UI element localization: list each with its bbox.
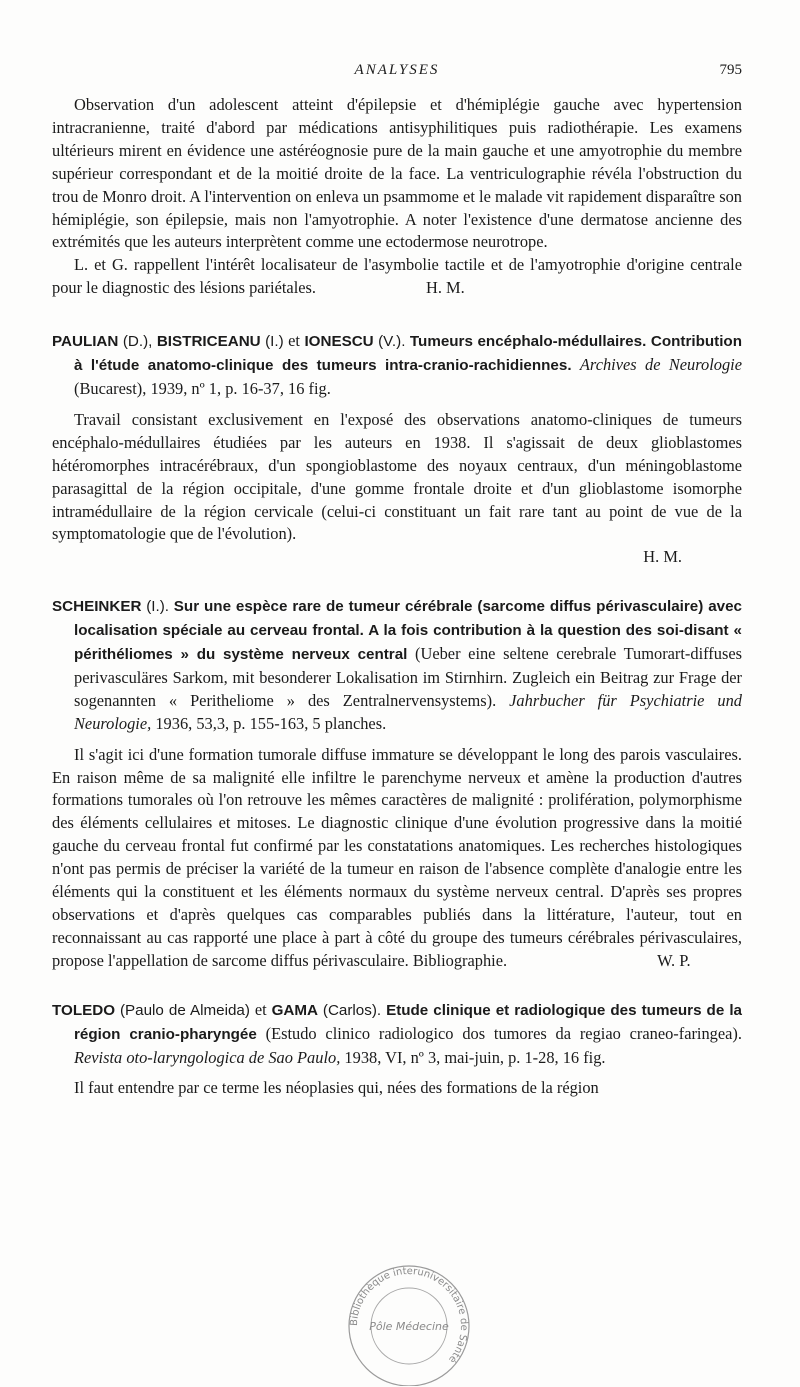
bibliography-entry bbox=[52, 595, 742, 973]
page-body bbox=[52, 94, 742, 1100]
article-title: Etude clinique et radiologique des tumeurs de la région cranio-pharyngée bbox=[74, 1001, 742, 1043]
conclusion-text: L. et G. rappellent l'intérêt localisateur de l'asymbolie tactile et de l'amyotrophie d'origine centrale pour le diagnostic des lésions pariétales. bbox=[52, 255, 742, 298]
article-title: Tumeurs encéphalo-médullaires. Contribution à l'étude anatomo-clinique des tumeurs intra-cranio-rachidiennes. bbox=[74, 333, 742, 375]
author-initials: (D.), bbox=[122, 333, 153, 351]
citation-details: 1936, 53,3, p. 155-163, 5 planches. bbox=[155, 713, 387, 733]
entry-heading bbox=[52, 595, 742, 735]
conjunction: et bbox=[288, 331, 300, 351]
abstract-body: Il s'agit ici d'une formation tumorale diffuse immature se développant le long des parois vasculaires. En raison même de sa malignité elle infiltre le parenchyme nerveux et amène la production d'autres formations tumorales où l'on retrouve les mêmes caractères de malignité : prolifération, polymorphisme des éléments cellulaires et mitoses. Le diagnostic clinique d'une évolution progressive dans la moitié gauche du cerveau frontal fut confirmé par les constatations anatomiques. Les recherches histologiques n'ont pas permis de préciser la variété de la tumeur en raison de l'absence complète d'analogie entre les éléments qui la constituent et les éléments normaux du système nerveux central. D'après ses propres observations et d'après quelques cas comparables publiés dans la littérature, l'auteur, tout en reconnaissant au cas rapporté une place à part à côté du groupe des tumeurs cérébrales périvasculaires, propose l'appellation de sarcome diffus périvasculaire. Bibliographie. bbox=[52, 744, 742, 970]
author-name: IONESCU bbox=[304, 333, 374, 351]
author-name: GAMA bbox=[271, 1001, 318, 1019]
title-translation: (Ueber eine seltene cerebrale Tumorart-diffuses perivasculäres Sarkom, mit besonderer Lokalisation im Stirnhirn. Zugleich ein Beitrag zur Frage der sogenannten « Peritheliome » des Zentralnervensystems). bbox=[74, 644, 742, 710]
stamp-ring-text bbox=[349, 1266, 469, 1365]
abstract-signature: H. M. bbox=[426, 278, 465, 298]
page-header bbox=[52, 62, 742, 86]
citation-details: (Bucarest), 1939, nº 1, p. 16-37, 16 fig. bbox=[74, 378, 331, 398]
entry-heading bbox=[52, 999, 742, 1070]
abstract-signature: W. P. bbox=[657, 950, 691, 970]
running-head: ANALYSES bbox=[354, 62, 440, 78]
author-name: BISTRICEANU bbox=[156, 333, 261, 351]
conjunction: et bbox=[254, 999, 267, 1019]
page-number: 795 bbox=[719, 62, 742, 78]
author-initials: (Carlos). bbox=[322, 1001, 382, 1019]
article-title: Sur une espèce rare de tumeur cérébrale (sarcome diffus périvasculaire) avec localisation spéciale au cerveau frontal. A la fois contribution à la question des soi-disant « périthéliomes » du système nerveux central bbox=[74, 598, 742, 664]
abstract-text bbox=[52, 744, 742, 973]
bibliography-entry bbox=[52, 330, 742, 569]
continued-abstract-paragraph: Observation d'un adolescent atteint d'épilepsie et d'hémiplégie gauche avec hypertension intracranienne, traité d'abord par médications antisyphilitiques puis radiothérapie. Les examens ultérieurs mirent en évidence une astéréognosie pure de la main gauche et une amyotrophie du membre supérieur correspondant et de la moitié droite de la face. La ventriculographie révéla l'obstruction du trou de Monro droit. A l'intervention on enleva un psammome et le malade vit rapidement disparaître son hémiplégie, son épilepsie, mais non l'amyotrophie. A noter l'existence d'une dermatose ancienne des extrémités que les auteurs interprètent comme une ectodermose neurotrope. bbox=[52, 95, 742, 252]
author-name: SCHEINKER bbox=[52, 598, 142, 616]
author-initials: (I.). bbox=[146, 598, 170, 616]
library-stamp bbox=[338, 1258, 480, 1386]
title-translation: (Estudo clinico radiologico dos tumores da regiao craneo-faringea). bbox=[265, 1023, 742, 1043]
author-initials: (I.) bbox=[265, 333, 284, 351]
citation-details: 1938, VI, nº 3, mai-juin, p. 1-28, 16 fig. bbox=[344, 1047, 606, 1067]
journal-name: Jahrbucher für Psychiatrie und Neurologie, bbox=[74, 690, 742, 733]
entry-heading bbox=[52, 330, 742, 401]
stamp-ring-path: Bibliothèque interuniversitaire de Santé bbox=[348, 1265, 470, 1365]
journal-name: Archives de Neurologie bbox=[579, 355, 742, 375]
bibliography-entry bbox=[52, 999, 742, 1101]
abstract-text: Travail consistant exclusivement en l'exposé des observations anatomo-cliniques de tumeurs encéphalo-médullaires étudiées par les auteurs en 1938. Il s'agissait de deux glioblastomes hétéromorphes intracérébraux, d'un spongioblastome des noyaux centraux, d'un méningoblastome parasagittal de la région occipitale, d'une gomme frontale droite et d'un glioblastome isomorphe intramédullaire de la région cervicale (celui-ci constituant un fait rare tant au point de vue de la symptomatologie que de l'évolution). bbox=[52, 409, 742, 544]
journal-name: Revista oto-laryngologica de Sao Paulo, bbox=[74, 1047, 341, 1067]
abstract-signature: H. M. bbox=[643, 547, 682, 567]
abstract-text: Il faut entendre par ce terme les néoplasies qui, nées des formations de la région bbox=[74, 1078, 599, 1098]
author-name: PAULIAN bbox=[52, 333, 119, 351]
stamp-center-text: Pôle Médecine bbox=[369, 1320, 449, 1333]
continued-abstract-conclusion bbox=[52, 254, 742, 300]
author-name: TOLEDO bbox=[52, 1001, 116, 1019]
author-initials: (V.). bbox=[378, 333, 406, 351]
author-initials: (Paulo de Almeida) bbox=[119, 1001, 250, 1019]
